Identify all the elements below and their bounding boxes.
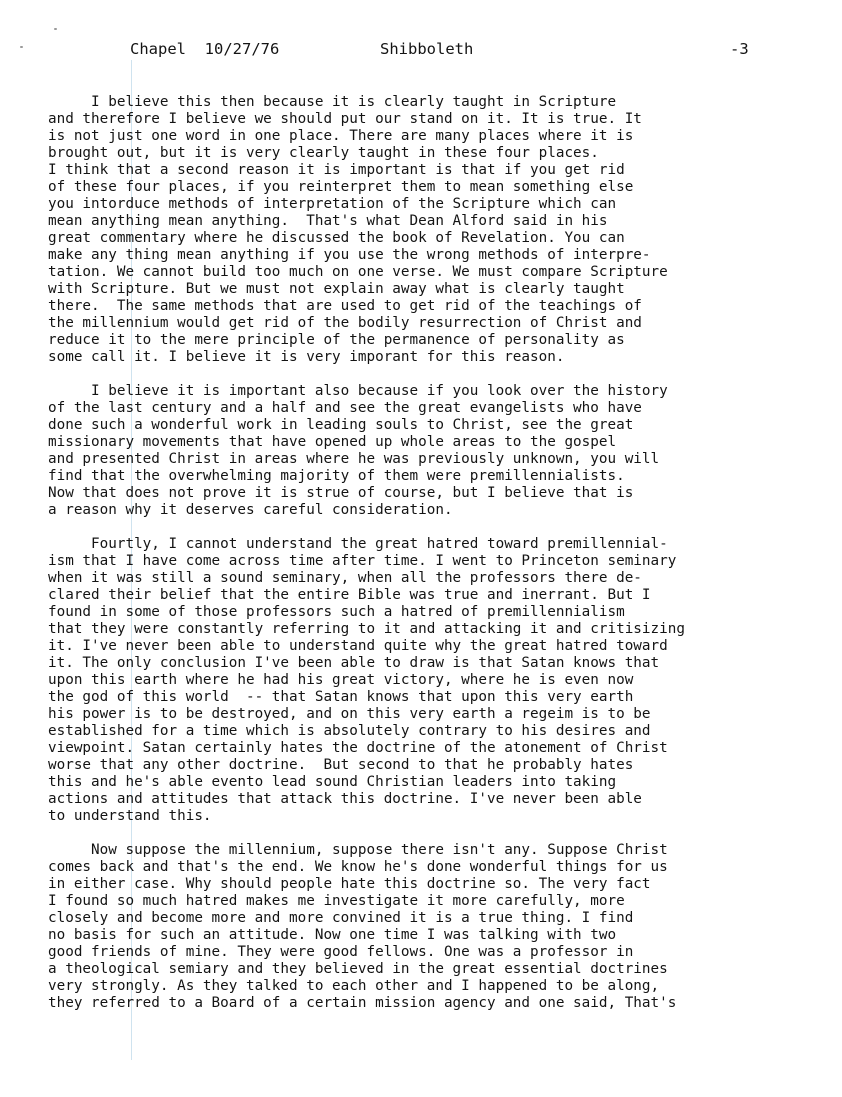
text-line: worse that any other doctrine. But second to that he probably hates	[48, 757, 634, 773]
text-line: clared their belief that the entire Bible was true and inerrant. But I	[48, 587, 651, 603]
text-line: I believe it is important also because if you look over the history	[48, 383, 668, 399]
paragraph	[48, 536, 838, 825]
text-line: actions and attitudes that attack this doctrine. I've never been able	[48, 791, 642, 807]
text-line: found in some of those professors such a hatred of premillennialism	[48, 604, 625, 620]
paragraph	[48, 842, 838, 1012]
text-line: some call it. I believe it is very imporant for this reason.	[48, 349, 565, 365]
text-line: a theological semiary and they believed in the great essential doctrines	[48, 961, 668, 977]
text-line: in either case. Why should people hate this doctrine so. The very fact	[48, 876, 651, 892]
text-line: comes back and that's the end. We know he's done wonderful things for us	[48, 859, 668, 875]
text-line: I believe this then because it is clearly taught in Scripture	[48, 94, 617, 110]
text-line: closely and become more and more convined it is a true thing. I find	[48, 910, 634, 926]
text-line: is not just one word in one place. There are many places where it is	[48, 128, 634, 144]
text-line: I think that a second reason it is important is that if you get rid	[48, 162, 625, 178]
text-line: Now suppose the millennium, suppose there isn't any. Suppose Christ	[48, 842, 668, 858]
text-line: upon this earth where he had his great victory, where he is even now	[48, 672, 634, 688]
text-line: it. I've never been able to understand quite why the great hatred toward	[48, 638, 668, 654]
text-line: of these four places, if you reinterpret them to mean something else	[48, 179, 634, 195]
text-line: missionary movements that have opened up whole areas to the gospel	[48, 434, 617, 450]
text-line: and therefore I believe we should put our stand on it. It is true. It	[48, 111, 642, 127]
text-line: I found so much hatred makes me investigate it more carefully, more	[48, 893, 625, 909]
header-title: Shibboleth	[380, 40, 474, 58]
text-line: great commentary where he discussed the book of Revelation. You can	[48, 230, 625, 246]
text-line: mean anything mean anything. That's what Dean Alford said in his	[48, 213, 608, 229]
text-line: a reason why it deserves careful consideration.	[48, 502, 453, 518]
document-body	[48, 94, 838, 1029]
text-line: brought out, but it is very clearly taught in these four places.	[48, 145, 599, 161]
text-line: viewpoint. Satan certainly hates the doctrine of the atonement of Christ	[48, 740, 668, 756]
header-chapel-date: Chapel 10/27/76	[130, 40, 280, 58]
text-line: established for a time which is absolutely contrary to his desires and	[48, 723, 651, 739]
text-line: this and he's able evento lead sound Christian leaders into taking	[48, 774, 617, 790]
page-header	[0, 40, 842, 62]
paragraph	[48, 383, 838, 519]
text-line: tation. We cannot build too much on one verse. We must compare Scripture	[48, 264, 668, 280]
text-line: they referred to a Board of a certain mission agency and one said, That's	[48, 995, 677, 1011]
text-line: done such a wonderful work in leading souls to Christ, see the great	[48, 417, 634, 433]
text-line: make any thing mean anything if you use the wrong methods of interpre-	[48, 247, 651, 263]
text-line: his power is to be destroyed, and on this very earth a regeim is to be	[48, 706, 651, 722]
paragraph	[48, 94, 838, 366]
text-line: Now that does not prove it is strue of course, but I believe that is	[48, 485, 634, 501]
text-line: to understand this.	[48, 808, 212, 824]
text-line: the god of this world -- that Satan knows that upon this very earth	[48, 689, 634, 705]
text-line: find that the overwhelming majority of them were premillennialists.	[48, 468, 625, 484]
text-line: good friends of mine. They were good fellows. One was a professor in	[48, 944, 634, 960]
text-line: very strongly. As they talked to each other and I happened to be along,	[48, 978, 660, 994]
text-line: ism that I have come across time after time. I went to Princeton seminary	[48, 553, 677, 569]
text-line: with Scripture. But we must not explain away what is clearly taught	[48, 281, 625, 297]
text-line: it. The only conclusion I've been able to draw is that Satan knows that	[48, 655, 660, 671]
scan-speck	[54, 28, 57, 30]
text-line: when it was still a sound seminary, when all the professors there de-	[48, 570, 642, 586]
header-page-number: -3	[730, 40, 749, 58]
text-line: there. The same methods that are used to get rid of the teachings of	[48, 298, 642, 314]
text-line: that they were constantly referring to it and attacking it and critisizing	[48, 621, 685, 637]
text-line: and presented Christ in areas where he was previously unknown, you will	[48, 451, 660, 467]
text-line: reduce it to the mere principle of the permanence of personality as	[48, 332, 625, 348]
text-line: no basis for such an attitude. Now one time I was talking with two	[48, 927, 617, 943]
text-line: Fourtly, I cannot understand the great hatred toward premillennial-	[48, 536, 668, 552]
text-line: the millennium would get rid of the bodily resurrection of Christ and	[48, 315, 642, 331]
text-line: of the last century and a half and see the great evangelists who have	[48, 400, 642, 416]
text-line: you intorduce methods of interpretation of the Scripture which can	[48, 196, 617, 212]
